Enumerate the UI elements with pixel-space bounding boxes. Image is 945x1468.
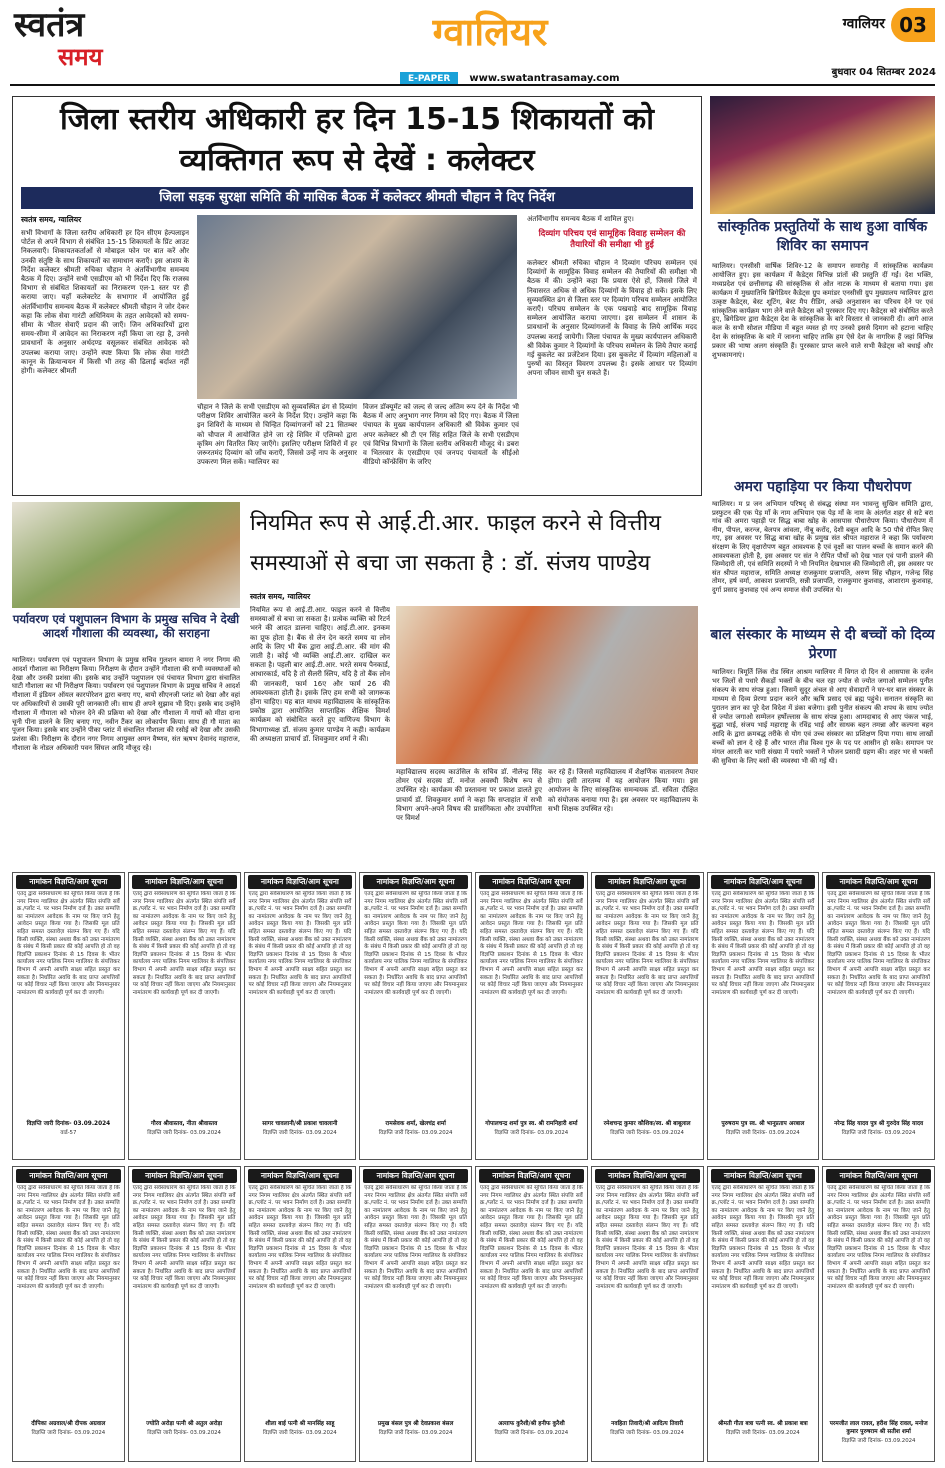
notice-body: एतद् द्वारा सर्वसाधारण को सूचित किया जाता है कि नगर निगम ग्वालियर क्षेत्र अंतर्गत स्थित संपत्ति सर्वे क्र./प्लॉट नं. पर भवन निर्माण दर्ज है। उक्त सम्पत्ति का नामांतरण आवेदक के नाम पर किए जाने हेतु आवेदन प्रस्तुत किया गया है। जिसकी मूल प्रति सहित समस्त दस्तावेज़ संलग्न किए गए हैं। यदि किसी व्यक्ति, संस्था अथवा बैंक को उक्त नामांतरण के संबंध में किसी प्रकार की कोई आपत्ति हो तो वह विज्ञप्ति प्रकाशन दिनांक से 15 दिवस के भीतर कार्यालय नगर पालिक निगम ग्वालियर के संपत्तिकर विभाग में अपनी आपत्ति साक्ष्य सहित प्रस्तुत कर सकता है। निर्धारित अवधि के बाद प्राप्त आपत्तियों पर कोई विचार नहीं किया जाएगा और नियमानुसार नामांतरण की कार्यवाही पूर्ण कर दी जाएगी। (132, 891, 236, 996)
notice-signatory: गोपालचन्द्र शर्मा पुत्र स्व. श्री रामनिहारी शर्मा (485, 1121, 578, 1127)
lead-story (12, 96, 702, 496)
notice-13 (475, 1166, 588, 1462)
date-line: बुधवार 04 सितम्बर 2024 (831, 67, 936, 78)
itr-headline: नियमित रूप से आई.टी.आर. फाइल करने से वित्तीय समस्याओं से बचा जा सकता है : डॉ. संजय पाण्डेय (250, 511, 661, 576)
logo-line1: स्वतंत्र (14, 5, 85, 45)
city-label: ग्वालियर (842, 16, 885, 32)
itr-story (246, 502, 702, 856)
notice-title: नामांकन विज्ञप्ति/आम सूचना (132, 1169, 237, 1183)
lead-byline: स्वतंत्र समय, ग्वालियर (21, 215, 82, 224)
itr-col3: कर रहे हैं। जिससे महाविद्यालय में शैक्षणिक वातावरण तैयार होगा। इसी तारतम्य में यह आयोजन किया गया। इस आयोजन के लिए सांस्कृतिक समन्वयक डॉ. सविता दीक्षित को संयोजक बनाया गया है। इस अवसर पर महाविद्यालय के सभी शिक्षक उपस्थित रहे। (548, 768, 698, 813)
cultural-photo (710, 96, 935, 214)
notice-2 (128, 872, 241, 1160)
notice-body: एतद् द्वारा सर्वसाधारण को सूचित किया जाता है कि नगर निगम ग्वालियर क्षेत्र अंतर्गत स्थित संपत्ति सर्वे क्र./प्लॉट नं. पर भवन निर्माण दर्ज है। उक्त सम्पत्ति का नामांतरण आवेदक के नाम पर किए जाने हेतु आवेदन प्रस्तुत किया गया है। जिसकी मूल प्रति सहित समस्त दस्तावेज़ संलग्न किए गए हैं। यदि किसी व्यक्ति, संस्था अथवा बैंक को उक्त नामांतरण के संबंध में किसी प्रकार की कोई आपत्ति हो तो वह विज्ञप्ति प्रकाशन दिनांक से 15 दिवस के भीतर कार्यालय नगर पालिक निगम ग्वालियर के संपत्तिकर विभाग में अपनी आपत्ति साक्ष्य सहित प्रस्तुत कर सकता है। निर्धारित अवधि के बाद प्राप्त आपत्तियों पर कोई विचार नहीं किया जाएगा और नियमानुसार नामांतरण की कार्यवाही पूर्ण कर दी जाएगी। (364, 891, 467, 996)
cultural-text: ग्वालियर। एनसीसी वार्षिक शिविर-12 के समापन समारोह में सांस्कृतिक कार्यक्रम आयोजित हुए। इस कार्यक्रम में कैडेट्स विभिन्न प्रांतों की प्रस्तुति दीं गईं। देश भक्ति, मध्यप्रदेश एवं छत्तीसगढ़ की सांस्कृतिक से ओत नाटक के माध्यम से बताया गया। इस कार्यक्रम में मुख्यातिथि ब्रिगेडियर कैडेट्स ग्रुप कमांडर एनसीसी ग्रुप मुख्यालय ग्वालियर द्वारा उत्कृष्ट कैडेट्स, बेस्ट शूटिंग, बेस्ट मैप रीडिंग, अच्छे अनुशासन का परिचय देने पर एवं सांस्कृतिक कार्यक्रम भाग लेने वाले कैडेट्स को पुरस्कार दिए गए। कैडेट्स को संबोधित करते हुए, ब्रिगेडियर द्वारा कैडेट्स देश के सांस्कृतिक के बारे विस्तार से जानकारी दी। आगे आज कल के सभी सोशल मीडिया में बहुत व्यस्त हो गए उनको इससे दिमाग को हटाना चाहिए देश के सांस्कृतिक के बारे में जानना चाहिए ताकि हम ऐसे देश के नागरिक हैं जहां विभिन्न प्रकार की भाषा अलग संस्कृति हैं। पुरस्कार प्राप्त करने वाले सभी कैडेट्स को बधाई और शुभकामनाएं। (712, 262, 933, 360)
notice-footer: विज्ञप्ति जारी दिनांक- 03.09.2024 (610, 1430, 684, 1436)
notice-footer: विज्ञप्ति जारी दिनांक- 03.09.2024 (147, 1130, 221, 1136)
notices-row-1 (12, 872, 935, 1158)
notice-body: एतद् द्वारा सर्वसाधारण को सूचित किया जाता है कि नगर निगम ग्वालियर क्षेत्र अंतर्गत स्थित संपत्ति सर्वे क्र./प्लॉट नं. पर भवन निर्माण दर्ज है। उक्त सम्पत्ति का नामांतरण आवेदक के नाम पर किए जाने हेतु आवेदन प्रस्तुत किया गया है। जिसकी मूल प्रति सहित समस्त दस्तावेज़ संलग्न किए गए हैं। यदि किसी व्यक्ति, संस्था अथवा बैंक को उक्त नामांतरण के संबंध में किसी प्रकार की कोई आपत्ति हो तो वह विज्ञप्ति प्रकाशन दिनांक से 15 दिवस के भीतर कार्यालय नगर पालिक निगम ग्वालियर के संपत्तिकर विभाग में अपनी आपत्ति साक्ष्य सहित प्रस्तुत कर सकता है। निर्धारित अवधि के बाद प्राप्त आपत्तियों पर कोई विचार नहीं किया जाएगा और नियमानुसार नामांतरण की कार्यवाही पूर्ण कर दी जाएगी। (595, 1185, 699, 1290)
notice-3 (244, 872, 357, 1160)
notice-signatory: परमजीत लाल रावल, हरीश सिंह रावल, मनोज कुमार पुरुषराम श्री सतीश शर्मा (829, 1421, 928, 1435)
notice-body: एतद् द्वारा सर्वसाधारण को सूचित किया जाता है कि नगर निगम ग्वालियर क्षेत्र अंतर्गत स्थित संपत्ति सर्वे क्र./प्लॉट नं. पर भवन निर्माण दर्ज है। उक्त सम्पत्ति का नामांतरण आवेदक के नाम पर किए जाने हेतु आवेदन प्रस्तुत किया गया है। जिसकी मूल प्रति सहित समस्त दस्तावेज़ संलग्न किए गए हैं। यदि किसी व्यक्ति, संस्था अथवा बैंक को उक्त नामांतरण के संबंध में किसी प्रकार की कोई आपत्ति हो तो वह विज्ञप्ति प्रकाशन दिनांक से 15 दिवस के भीतर कार्यालय नगर पालिक निगम ग्वालियर के संपत्तिकर विभाग में अपनी आपत्ति साक्ष्य सहित प्रस्तुत कर सकता है। निर्धारित अवधि के बाद प्राप्त आपत्तियों पर कोई विचार नहीं किया जाएगा और नियमानुसार नामांतरण की कार्यवाही पूर्ण कर दी जाएगी। (711, 1185, 815, 1290)
notice-signatory: दीपिका अग्रवाल/श्री दीपक अग्रवाल (31, 1421, 106, 1427)
gaushala-text: ग्वालियर। पर्यावरण एवं पशुपालन विभाग के प्रमुख सचिव गुलशन बामरा ने नगर निगम की आदर्श गौशाला का निरीक्षण किया। निरीक्षण के दौरान उन्होंने गौशाला की सभी व्यवस्थाओं को देखा और उनकी प्रशंसा की। इसके बाद उन्होंने पशुपालन एवं पंचायत विभाग द्वारा संचालित घाटी गौशाला का भी निरीक्षण किया। पर्यावरण एवं पशुपालन विभाग के प्रमुख सचिव ने आदर्श गौशाला में इंडियन ऑयल कारपोरेशन द्वारा बनाए गए, बायो सीएनजी प्लांट को देखा और वहां पर अधिकारियों से उसकी पूरी जानकारी ली। साथ ही अपने सुझाव भी दिए। इसके बाद उन्होंने गौशाला में गौमाता को भोजन देने की प्रक्रिया को देखा और गौशाला में गायों को मीठा दाना चूनी पीना डालने के लिए बनाए गए, नवीन टैंकर का लोकार्पण किया। साथ ही गौ माता का पूजन किया। इसके बाद उन्होंने पीका प्लांट में संचालित गौशाला की रसोई को देखा और उसकी प्रशंसा की। निरीक्षण के दौरान नगर निगम आयुक्त अमन वैष्णव, संत ऋषभ देवानंद महाराज, गौशाला के नोडल अधिकारी पवन सिंघल आदि मौजूद रहे। (12, 656, 240, 752)
notice-body: एतद् द्वारा सर्वसाधारण को सूचित किया जाता है कि नगर निगम ग्वालियर क्षेत्र अंतर्गत स्थित संपत्ति सर्वे क्र./प्लॉट नं. पर भवन निर्माण दर्ज है। उक्त सम्पत्ति का नामांतरण आवेदक के नाम पर किए जाने हेतु आवेदन प्रस्तुत किया गया है। जिसकी मूल प्रति सहित समस्त दस्तावेज़ संलग्न किए गए हैं। यदि किसी व्यक्ति, संस्था अथवा बैंक को उक्त नामांतरण के संबंध में किसी प्रकार की कोई आपत्ति हो तो वह विज्ञप्ति प्रकाशन दिनांक से 15 दिवस के भीतर कार्यालय नगर पालिक निगम ग्वालियर के संपत्तिकर विभाग में अपनी आपत्ति साक्ष्य सहित प्रस्तुत कर सकता है। निर्धारित अवधि के बाद प्राप्त आपत्तियों पर कोई विचार नहीं किया जाएगा और नियमानुसार नामांतरण की कार्यवाही पूर्ण कर दी जाएगी। (132, 1185, 236, 1290)
masthead-rule (10, 84, 935, 86)
notice-body: एतद् द्वारा सर्वसाधारण को सूचित किया जाता है कि नगर निगम ग्वालियर क्षेत्र अंतर्गत स्थित संपत्ति सर्वे क्र./प्लॉट नं. पर भवन निर्माण दर्ज है। उक्त सम्पत्ति का नामांतरण आवेदक के नाम पर किए जाने हेतु आवेदन प्रस्तुत किया गया है। जिसकी मूल प्रति सहित समस्त दस्तावेज़ संलग्न किए गए हैं। यदि किसी व्यक्ति, संस्था अथवा बैंक को उक्त नामांतरण के संबंध में किसी प्रकार की कोई आपत्ति हो तो वह विज्ञप्ति प्रकाशन दिनांक से 15 दिवस के भीतर कार्यालय नगर पालिक निगम ग्वालियर के संपत्तिकर विभाग में अपनी आपत्ति साक्ष्य सहित प्रस्तुत कर सकता है। निर्धारित अवधि के बाद प्राप्त आपत्तियों पर कोई विचार नहीं किया जाएगा और नियमानुसार नामांतरण की कार्यवाही पूर्ण कर दी जाएगी। (17, 891, 120, 996)
notice-footer: विज्ञप्ति जारी दिनांक- 03.09.2024 (610, 1130, 684, 1136)
itr-col1: नियमित रूप से आई.टी.आर. फाइल करने से वित्तीय समस्याओं से बचा जा सकता है। प्रत्येक व्यक्ति को रिटर्न भरने की आदत डालना चाहिए। आई.टी.आर. इनकम का प्रूफ होता है। बैंक से लेन देन करते समय या लोन आदि के लिए भी बैंक द्वारा आई.टी.आर. की मांग की जाती है। कोई भी व्यक्ति आई.टी.आर. दाखिल कर सकता है। पहली बार आई.टी.आर. भरते समय पैनकार्ड, आधारकार्ड, यदि है तो सैलरी स्लिप, यदि है तो बैंक लोन की जानकारी, फार्म 16ए और फार्म 26 की आवश्यकता होती है। इसके लिए हम सभी को जागरूक होना चाहिए। यह बात माधव महाविद्यालय के सांस्कृतिक प्रकोष्ठ द्वारा आयोजित साप्ताहिक शैक्षिक विमर्श कार्यक्रम को संबोधित करते हुए वाणिज्य विभाग के विभागाध्यक्ष डॉ. संजय कुमार पाण्डेय ने कही। कार्यक्रम की अध्यक्षता प्राचार्य डॉ. शिवकुमार शर्मा ने की। (250, 606, 390, 743)
notice-signatory: रामसेवक शर्मा, खेलचंद्र शर्मा (385, 1121, 446, 1127)
notice-signatory: पुरुषराम पुत्र स्व. श्री भानूप्रताप अरबाल (721, 1121, 805, 1127)
edition-title: ग्वालियर (432, 10, 548, 54)
logo (14, 6, 184, 76)
notice-footer: विज्ञप्ति जारी दिनांक- 03.09.2024 (726, 1430, 800, 1436)
notice-footer: विज्ञप्ति जारी दिनांक- 03.09.2024 (378, 1130, 453, 1136)
notice-title: नामांकन विज्ञप्ति/आम सूचना (132, 875, 237, 889)
notice-6 (591, 872, 704, 1160)
notice-body: एतद् द्वारा सर्वसाधारण को सूचित किया जाता है कि नगर निगम ग्वालियर क्षेत्र अंतर्गत स्थित संपत्ति सर्वे क्र./प्लॉट नं. पर भवन निर्माण दर्ज है। उक्त सम्पत्ति का नामांतरण आवेदक के नाम पर किए जाने हेतु आवेदन प्रस्तुत किया गया है। जिसकी मूल प्रति सहित समस्त दस्तावेज़ संलग्न किए गए हैं। यदि किसी व्यक्ति, संस्था अथवा बैंक को उक्त नामांतरण के संबंध में किसी प्रकार की कोई आपत्ति हो तो वह विज्ञप्ति प्रकाशन दिनांक से 15 दिवस के भीतर कार्यालय नगर पालिक निगम ग्वालियर के संपत्तिकर विभाग में अपनी आपत्ति साक्ष्य सहित प्रस्तुत कर सकता है। निर्धारित अवधि के बाद प्राप्त आपत्तियों पर कोई विचार नहीं किया जाएगा और नियमानुसार नामांतरण की कार्यवाही पूर्ण कर दी जाएगी। (480, 891, 583, 996)
notice-footer: विज्ञप्ति जारी दिनांक- 03.09.2024 (494, 1430, 569, 1436)
notice-body: एतद् द्वारा सर्वसाधारण को सूचित किया जाता है कि नगर निगम ग्वालियर क्षेत्र अंतर्गत स्थित संपत्ति सर्वे क्र./प्लॉट नं. पर भवन निर्माण दर्ज है। उक्त सम्पत्ति का नामांतरण आवेदक के नाम पर किए जाने हेतु आवेदन प्रस्तुत किया गया है। जिसकी मूल प्रति सहित समस्त दस्तावेज़ संलग्न किए गए हैं। यदि किसी व्यक्ति, संस्था अथवा बैंक को उक्त नामांतरण के संबंध में किसी प्रकार की कोई आपत्ति हो तो वह विज्ञप्ति प्रकाशन दिनांक से 15 दिवस के भीतर कार्यालय नगर पालिक निगम ग्वालियर के संपत्तिकर विभाग में अपनी आपत्ति साक्ष्य सहित प्रस्तुत कर सकता है। निर्धारित अवधि के बाद प्राप्त आपत्तियों पर कोई विचार नहीं किया जाएगा और नियमानुसार नामांतरण की कार्यवाही पूर्ण कर दी जाएगी। (248, 1185, 352, 1290)
notice-footer: वार्ड-57 (60, 1130, 77, 1136)
notice-body: एतद् द्वारा सर्वसाधारण को सूचित किया जाता है कि नगर निगम ग्वालियर क्षेत्र अंतर्गत स्थित संपत्ति सर्वे क्र./प्लॉट नं. पर भवन निर्माण दर्ज है। उक्त सम्पत्ति का नामांतरण आवेदक के नाम पर किए जाने हेतु आवेदन प्रस्तुत किया गया है। जिसकी मूल प्रति सहित समस्त दस्तावेज़ संलग्न किए गए हैं। यदि किसी व्यक्ति, संस्था अथवा बैंक को उक्त नामांतरण के संबंध में किसी प्रकार की कोई आपत्ति हो तो वह विज्ञप्ति प्रकाशन दिनांक से 15 दिवस के भीतर कार्यालय नगर पालिक निगम ग्वालियर के संपत्तिकर विभाग में अपनी आपत्ति साक्ष्य सहित प्रस्तुत कर सकता है। निर्धारित अवधि के बाद प्राप्त आपत्तियों पर कोई विचार नहीं किया जाएगा और नियमानुसार नामांतरण की कार्यवाही पूर्ण कर दी जाएगी। (827, 1185, 930, 1290)
notice-footer: विज्ञप्ति जारी दिनांक- 03.09.2024 (841, 1438, 916, 1444)
notice-footer: विज्ञप्ति जारी दिनांक- 03.09.2024 (263, 1130, 337, 1136)
cultural-headline: सांस्कृतिक प्रस्तुतियों के साथ हुआ वार्षिक शिविर का समापन (717, 219, 928, 254)
right-column (710, 96, 935, 856)
lead-col3: विजन डॉक्यूमेंट को जल्द से जल्द अंतिम रूप देने के निर्देश भी बैठक में आए अनुभाग नगर निगम को दिए गए। बैठक में जिला पंचायत के मुख्य कार्यपालन अधिकारी श्री विवेक कुमार एवं अपर कलेक्टर श्री टी एन सिंह सहित जिले के सभी एसडीएम एवं विभिन्न विभागों के जिला स्तरीय अधिकारी मौजूद थे। डबरा व भितरवार के एसडीएम एवं जनपद पंचायतों के सीईओ वीडियो कॉन्फ्रेंसिंग के जरिए (363, 403, 519, 467)
notice-footer: विज्ञप्ति जारी दिनांक- 03.09.2024 (378, 1430, 453, 1436)
notice-body: एतद् द्वारा सर्वसाधारण को सूचित किया जाता है कि नगर निगम ग्वालियर क्षेत्र अंतर्गत स्थित संपत्ति सर्वे क्र./प्लॉट नं. पर भवन निर्माण दर्ज है। उक्त सम्पत्ति का नामांतरण आवेदक के नाम पर किए जाने हेतु आवेदन प्रस्तुत किया गया है। जिसकी मूल प्रति सहित समस्त दस्तावेज़ संलग्न किए गए हैं। यदि किसी व्यक्ति, संस्था अथवा बैंक को उक्त नामांतरण के संबंध में किसी प्रकार की कोई आपत्ति हो तो वह विज्ञप्ति प्रकाशन दिनांक से 15 दिवस के भीतर कार्यालय नगर पालिक निगम ग्वालियर के संपत्तिकर विभाग में अपनी आपत्ति साक्ष्य सहित प्रस्तुत कर सकता है। निर्धारित अवधि के बाद प्राप्त आपत्तियों पर कोई विचार नहीं किया जाएगा और नियमानुसार नामांतरण की कार्यवाही पूर्ण कर दी जाएगी। (364, 1185, 467, 1290)
notice-8 (822, 872, 935, 1160)
notice-16 (822, 1166, 935, 1462)
notice-title: नामांकन विज्ञप्ति/आम सूचना (711, 1169, 816, 1183)
lead-box-title: दिव्यांग परिचय एवं सामूहिक विवाह सम्मेलन की तैयारियों की समीक्षा भी हुई (538, 229, 686, 250)
notice-signatory: शीला बाई पत्नी श्री मानसिंह साहू (265, 1421, 335, 1427)
page-number-block (770, 8, 935, 48)
gaushala-story (12, 502, 240, 856)
notice-signatory: प्रमुख बंसल पुत्र श्री देवप्रकाश बंसल (377, 1421, 454, 1427)
sanskar-text: ग्वालियर। त्रिमूर्ति लिंक रोड स्थित आश्रम ग्वालियर में विगत दो दिन से आसपास के दर्जन भर जिलों से पधारे सैकड़ों भक्तों के बीच चल रहा ज्योत से ज्योत जगाओ सम्मेलन पुनीत संकल्प के साथ संपन्न हुआ। जिसमें सुदूर अंचल से आए सेवादारों ने घर-घर बाल संस्कार के माध्यम से दिव्य प्रेरणा प्रदान करने और ऋषि प्रसाद एवं ब्रह्म पहुंचे। सनातन संस्कृति का पुरातन ज्ञान का पूरे देश विदेश में डंका बजेगा। इसी पुनीत संकल्प की शपथ के साथ ज्योत से ज्योत जगाओ सम्मेलन हर्षोल्लास के साथ संपन्न हुआ। आमदाबाद से आए पंकज भाई, बुद्धा भाई, संजय भाई महाराष्ट्र के रविंद्र भाई और साधक बहन तमन्ना और कल्पना बहन आदि के द्वारा क्रमबद्ध तरीके से योग एवं उच्च संस्कार का प्रशिक्षण दिया गया। साथ लाखों बच्चों को ज्ञान दे रहे हैं और भारत तीव्र विश्व गुरु के पद पर आसीन हो सके। समापन पर मंगल आरती कर भारी संख्या में पधारे भक्तों ने भोजन प्रसादी ग्रहण की। शहर भर से भक्तों की सुविधा के लिए बसों की व्यवस्था भी की गई थी। (712, 668, 933, 766)
lead-headline: जिला स्तरीय अधिकारी हर दिन 15-15 शिकायतों को व्यक्तिगत रूप से देखें : कलेक्टर (59, 102, 654, 178)
notice-11 (244, 1166, 357, 1462)
lead-subheadline: जिला सड़क सुरक्षा समिति की मासिक बैठक में कलेक्टर श्रीमती चौहान ने दिए निर्देश (21, 187, 693, 209)
notice-1 (12, 872, 125, 1160)
notice-4 (359, 872, 472, 1160)
notice-signatory: नवहिता तिवारी/श्री आदित्य तिवारी (611, 1421, 684, 1427)
notice-5 (475, 872, 588, 1160)
notice-title: नामांकन विज्ञप्ति/आम सूचना (16, 875, 121, 889)
notice-title: नामांकन विज्ञप्ति/आम सूचना (363, 875, 468, 889)
plantation-text: ग्वालियर। म प्र जन अभियान परिषद् से संबद्ध संस्था मन भावन्तु सुखिन समिति द्वारा, प्रस्फुटन की एक पेड़ माँ के नाम अभियान एक पेड़ माँ के नाम के अंतर्गत शहर से सटे बरा गांव की अमरा पहाड़ी पर सिद्ध बाबा खोह के आसपास पौधारोपण किया। पौधारोपण में नीम, पीपल, करन्ज, बेलपत्र आंवला, नीबू करोंद, देशी बबूल आदि के 50 पौधे रोपित किए गए, इस अवसर पर सिद्ध बाबा खोह के प्रमुख संत श्रीपत महाराज ने कहा कि पर्यावरण संरक्षण के लिए वृक्षारोपण बहुत आवश्यक है एवं वृक्षों का पालन बच्चों के समान करने की आवश्यकता होती है, इस अवसर पर संत ने रोपित पौधों को देख भाल एवं पानी डालने की जिम्मेदारी ली, एवं समिति सदस्यों ने भी नियमित देखभाल की जिम्मेदारी ली, इस अवसर पर संत श्रीपत महाराज, समिति अध्यक्ष राजकुमार प्रजापति, अरुण सिंह चौहान, गजेन्द्र सिंह तोमर, हर्ष वर्मा, आकाश प्रजापति, सन्नी प्रजापति, राजकुमार कुशवाह, आशाराम कुशवाह, दुर्गा प्रसाद कुशवाह एवं अन्य समाज सेवी उपस्थित थे। (712, 500, 933, 594)
notice-footer: विज्ञप्ति जारी दिनांक- 03.09.2024 (841, 1130, 916, 1136)
lead-col2: चौहान ने जिले के सभी एसडीएम को सुव्यवस्थित ढंग से दिव्यांग परीक्षण शिविर आयोजित करने के निर्देश दिए। उन्होंने कहा कि इन शिविरों के माध्यम से चिन्हित दिव्यांगजनों को 21 सितम्बर को चौपाल में आयोजित होने जा रहे शिविर में एलिम्को द्वारा कृत्रिम अंग वितरित किए जाएँगे। इसलिए परीक्षण शिविरों में हर जरूरतमंद दिव्यांग को जाँच कराएँ, जिससे उन्हें नाप के अनुसार उपकरण मिल सकें। ग्वालियर का (197, 403, 357, 467)
notice-body: एतद् द्वारा सर्वसाधारण को सूचित किया जाता है कि नगर निगम ग्वालियर क्षेत्र अंतर्गत स्थित संपत्ति सर्वे क्र./प्लॉट नं. पर भवन निर्माण दर्ज है। उक्त सम्पत्ति का नामांतरण आवेदक के नाम पर किए जाने हेतु आवेदन प्रस्तुत किया गया है। जिसकी मूल प्रति सहित समस्त दस्तावेज़ संलग्न किए गए हैं। यदि किसी व्यक्ति, संस्था अथवा बैंक को उक्त नामांतरण के संबंध में किसी प्रकार की कोई आपत्ति हो तो वह विज्ञप्ति प्रकाशन दिनांक से 15 दिवस के भीतर कार्यालय नगर पालिक निगम ग्वालियर के संपत्तिकर विभाग में अपनी आपत्ति साक्ष्य सहित प्रस्तुत कर सकता है। निर्धारित अवधि के बाद प्राप्त आपत्तियों पर कोई विचार नहीं किया जाएगा और नियमानुसार नामांतरण की कार्यवाही पूर्ण कर दी जाएगी। (827, 891, 930, 996)
notices-row-2 (12, 1166, 935, 1460)
notice-title: नामांकन विज्ञप्ति/आम सूचना (248, 1169, 353, 1183)
notice-footer: विज्ञप्ति जारी दिनांक- 03.09.2024 (31, 1430, 106, 1436)
notice-title: नामांकन विज्ञप्ति/आम सूचना (595, 1169, 700, 1183)
itr-photo (396, 606, 698, 764)
notice-signatory: श्रीमती गीता बत्रा पत्नी स्व. श्री प्रकाश बत्रा (717, 1421, 808, 1427)
lead-col4: कलेक्टर श्रीमती रुचिका चौहान ने दिव्यांग परिचय सम्मेलन एवं दिव्यांगों के सामूहिक विवाह सम्मेलन की तैयारियों की समीक्षा भी बैठक में की। उन्होंने कहा कि प्रयास ऐसे हों, जिससे जिले में निवासरत अधिक से अधिक दिव्यांगों के विवाह हो सकें। इसके लिए सुव्यवस्थित ढंग से जिला स्तर पर दिव्यांग परिचय सम्मेलन आयोजित कराएँ। परिचय सम्मेलन के एक पखवाड़े बाद सामूहिक विवाह सम्मेलन आयोजित कराया जाएगा। इस सम्मेलन में शासन के प्रावधानों के अनुसार दिव्यांगजनों के विवाह के लिये आर्थिक मदद उपलब्ध कराई जायेगी। जिला पंचायत के मुख्य कार्यपालन अधिकारी श्री विवेक कुमार ने दिव्यांगों के परिचय सम्मेलन के लिये तैयार कराई गई बुकलेट का प्रजेंटेशन दिया। इस बुकलेट में दिव्यांग महिलाओं व पुरुषों का विस्तृत विवरण उपलब्ध है। इसके आधार पर दिव्यांग अपना जीवन साथी चुन सकते हैं। (527, 259, 697, 378)
notice-footer: विज्ञप्ति जारी दिनांक- 03.09.2024 (263, 1430, 337, 1436)
website-link[interactable]: www.swatantrasamay.com (469, 73, 620, 84)
notice-12 (359, 1166, 472, 1462)
notice-footer: विज्ञप्ति जारी दिनांक- 03.09.2024 (147, 1430, 221, 1436)
notice-signatory: रमेशचन्द्र कुमार कौशिक/स्व. श्री बाबूलाल (603, 1121, 691, 1127)
notice-title: नामांकन विज्ञप्ति/आम सूचना (826, 875, 931, 889)
notice-signatory: सागर चावलानी/श्री प्रकाश चावलानी (262, 1121, 338, 1127)
notice-body: एतद् द्वारा सर्वसाधारण को सूचित किया जाता है कि नगर निगम ग्वालियर क्षेत्र अंतर्गत स्थित संपत्ति सर्वे क्र./प्लॉट नं. पर भवन निर्माण दर्ज है। उक्त सम्पत्ति का नामांतरण आवेदक के नाम पर किए जाने हेतु आवेदन प्रस्तुत किया गया है। जिसकी मूल प्रति सहित समस्त दस्तावेज़ संलग्न किए गए हैं। यदि किसी व्यक्ति, संस्था अथवा बैंक को उक्त नामांतरण के संबंध में किसी प्रकार की कोई आपत्ति हो तो वह विज्ञप्ति प्रकाशन दिनांक से 15 दिवस के भीतर कार्यालय नगर पालिक निगम ग्वालियर के संपत्तिकर विभाग में अपनी आपत्ति साक्ष्य सहित प्रस्तुत कर सकता है। निर्धारित अवधि के बाद प्राप्त आपत्तियों पर कोई विचार नहीं किया जाएगा और नियमानुसार नामांतरण की कार्यवाही पूर्ण कर दी जाएगी। (711, 891, 815, 996)
notice-body: एतद् द्वारा सर्वसाधारण को सूचित किया जाता है कि नगर निगम ग्वालियर क्षेत्र अंतर्गत स्थित संपत्ति सर्वे क्र./प्लॉट नं. पर भवन निर्माण दर्ज है। उक्त सम्पत्ति का नामांतरण आवेदक के नाम पर किए जाने हेतु आवेदन प्रस्तुत किया गया है। जिसकी मूल प्रति सहित समस्त दस्तावेज़ संलग्न किए गए हैं। यदि किसी व्यक्ति, संस्था अथवा बैंक को उक्त नामांतरण के संबंध में किसी प्रकार की कोई आपत्ति हो तो वह विज्ञप्ति प्रकाशन दिनांक से 15 दिवस के भीतर कार्यालय नगर पालिक निगम ग्वालियर के संपत्तिकर विभाग में अपनी आपत्ति साक्ष्य सहित प्रस्तुत कर सकता है। निर्धारित अवधि के बाद प्राप्त आपत्तियों पर कोई विचार नहीं किया जाएगा और नियमानुसार नामांतरण की कार्यवाही पूर्ण कर दी जाएगी। (248, 891, 352, 996)
lead-col4-top: अंतर्विभागीय समन्वय बैठक में शामिल हुए। (527, 215, 634, 223)
notice-title: नामांकन विज्ञप्ति/आम सूचना (16, 1169, 121, 1183)
epaper-bar (400, 66, 660, 84)
plantation-headline: अमरा पहाड़िया पर किया पौधरोपण (733, 479, 912, 495)
masthead (0, 0, 945, 86)
notice-title: नामांकन विज्ञप्ति/आम सूचना (826, 1169, 931, 1183)
notice-15 (707, 1166, 820, 1462)
itr-col2: महाविद्यालय सदस्य काउंसिल के सचिव डॉ. नीलेन्द्र सिंह तोमर एवं सदस्य डॉ. मनोज अवस्थी विशेष रूप से उपस्थित रहे। कार्यक्रम की प्रस्तावना पर प्रकाश डालते हुए प्राचार्य डॉ. शिवकुमार शर्मा ने कहा कि सप्ताहांत में सभी विभाग अपने-अपने विषय की प्रासंगिकता और उपयोगिता पर विमर्श (396, 768, 542, 823)
notice-body: एतद् द्वारा सर्वसाधारण को सूचित किया जाता है कि नगर निगम ग्वालियर क्षेत्र अंतर्गत स्थित संपत्ति सर्वे क्र./प्लॉट नं. पर भवन निर्माण दर्ज है। उक्त सम्पत्ति का नामांतरण आवेदक के नाम पर किए जाने हेतु आवेदन प्रस्तुत किया गया है। जिसकी मूल प्रति सहित समस्त दस्तावेज़ संलग्न किए गए हैं। यदि किसी व्यक्ति, संस्था अथवा बैंक को उक्त नामांतरण के संबंध में किसी प्रकार की कोई आपत्ति हो तो वह विज्ञप्ति प्रकाशन दिनांक से 15 दिवस के भीतर कार्यालय नगर पालिक निगम ग्वालियर के संपत्तिकर विभाग में अपनी आपत्ति साक्ष्य सहित प्रस्तुत कर सकता है। निर्धारित अवधि के बाद प्राप्त आपत्तियों पर कोई विचार नहीं किया जाएगा और नियमानुसार नामांतरण की कार्यवाही पूर्ण कर दी जाएगी। (595, 891, 699, 996)
notice-footer: विज्ञप्ति जारी दिनांक- 03.09.2024 (494, 1130, 569, 1136)
notice-signatory: विज्ञप्ति जारी दिनांक- 03.09.2024 (26, 1121, 111, 1127)
gaushala-headline: पर्यावरण एवं पशुपालन विभाग के प्रमुख सचिव ने देखी आदर्श गौशाला की व्यवस्था, की सराहना (12, 612, 240, 640)
notice-14 (591, 1166, 704, 1462)
lead-photo-meeting (197, 215, 517, 399)
notice-title: नामांकन विज्ञप्ति/आम सूचना (595, 875, 700, 889)
page-number: 03 (891, 8, 935, 42)
notice-title: नामांकन विज्ञप्ति/आम सूचना (711, 875, 816, 889)
notice-title: नामांकन विज्ञप्ति/आम सूचना (248, 875, 353, 889)
notice-signatory: ज्योति अरोड़ा पत्नी श्री अतुल अरोड़ा (146, 1421, 223, 1427)
notice-title: नामांकन विज्ञप्ति/आम सूचना (479, 1169, 584, 1183)
notice-title: नामांकन विज्ञप्ति/आम सूचना (363, 1169, 468, 1183)
gaushala-photo (12, 502, 240, 608)
epaper-label: E-PAPER (400, 72, 458, 86)
notice-9 (12, 1166, 125, 1462)
notice-title: नामांकन विज्ञप्ति/आम सूचना (479, 875, 584, 889)
lead-col1: सभी विभागों के जिला स्तरीय अधिकारी हर दिन सीएम हेल्पलाइन पोर्टल से अपने विभाग से संबंधित 15-15 शिकायतों के प्रिंट आउट निकलवाएँ। शिकायतकर्ताओं से मोबाइल फोन पर बात करें और उनकी संतुष्टि के साथ शिकायतों का समाधान कराएँ। इस आशय के निर्देश कलेक्टर श्रीमती रुचिका चौहान ने अंतर्विभागीय समन्वय बैठक में दिए। उन्होंने सभी एसडीएम को भी निर्देश दिए कि राजस्व विभाग से संबंधित शिकायतों का निराकरण एल-1 स्तर पर ही कराया जाए। यहाँ कलेक्टरेट के सभागार में आयोजित हुई अंतर्विभागीय समन्वय बैठक में कलेक्टर श्रीमती चौहान ने जोर देकर कहा कि लोक सेवा गारंटी अधिनियम के तहत आवेदकों को समय-सीमा के भीतर सेवाएँ प्रदान की जाएँ। जिन अधिकारियों द्वारा समय-सीमा में आवेदन का निराकरण नहीं किया जा रहा है, उनसे प्रावधानों के अनुसार अर्थदण्ड वसूलकर संबंधित आवेदक को उपलब्ध कराया जाए। उन्होंने स्पष्ट किया कि लोक सेवा गारंटी कानून के क्रियान्वयन में किसी भी तरह की ढिलाई बर्दाश्त नहीं होगी। कलेक्टर श्रीमती (21, 229, 189, 376)
notice-signatory: गौरव श्रीवास्तव, नीता श्रीवास्तव (150, 1121, 218, 1127)
logo-line2: समय (58, 43, 103, 71)
notice-body: एतद् द्वारा सर्वसाधारण को सूचित किया जाता है कि नगर निगम ग्वालियर क्षेत्र अंतर्गत स्थित संपत्ति सर्वे क्र./प्लॉट नं. पर भवन निर्माण दर्ज है। उक्त सम्पत्ति का नामांतरण आवेदक के नाम पर किए जाने हेतु आवेदन प्रस्तुत किया गया है। जिसकी मूल प्रति सहित समस्त दस्तावेज़ संलग्न किए गए हैं। यदि किसी व्यक्ति, संस्था अथवा बैंक को उक्त नामांतरण के संबंध में किसी प्रकार की कोई आपत्ति हो तो वह विज्ञप्ति प्रकाशन दिनांक से 15 दिवस के भीतर कार्यालय नगर पालिक निगम ग्वालियर के संपत्तिकर विभाग में अपनी आपत्ति साक्ष्य सहित प्रस्तुत कर सकता है। निर्धारित अवधि के बाद प्राप्त आपत्तियों पर कोई विचार नहीं किया जाएगा और नियमानुसार नामांतरण की कार्यवाही पूर्ण कर दी जाएगी। (480, 1185, 583, 1290)
notice-signatory: अल्ताफ कुरैशी/श्री हनीफ कुरैशी (497, 1421, 565, 1427)
notice-signatory: नरेन्द्र सिंह यादव पुत्र श्री गुरुदेव सिंह यादव (834, 1121, 924, 1127)
notice-10 (128, 1166, 241, 1462)
itr-byline: स्वतंत्र समय, ग्वालियर (250, 592, 311, 601)
notice-footer: विज्ञप्ति जारी दिनांक- 03.09.2024 (726, 1130, 800, 1136)
sanskar-headline: बाल संस्कार के माध्यम से दी बच्चों को दिव्य प्रेरणा (710, 627, 935, 662)
notice-body: एतद् द्वारा सर्वसाधारण को सूचित किया जाता है कि नगर निगम ग्वालियर क्षेत्र अंतर्गत स्थित संपत्ति सर्वे क्र./प्लॉट नं. पर भवन निर्माण दर्ज है। उक्त सम्पत्ति का नामांतरण आवेदक के नाम पर किए जाने हेतु आवेदन प्रस्तुत किया गया है। जिसकी मूल प्रति सहित समस्त दस्तावेज़ संलग्न किए गए हैं। यदि किसी व्यक्ति, संस्था अथवा बैंक को उक्त नामांतरण के संबंध में किसी प्रकार की कोई आपत्ति हो तो वह विज्ञप्ति प्रकाशन दिनांक से 15 दिवस के भीतर कार्यालय नगर पालिक निगम ग्वालियर के संपत्तिकर विभाग में अपनी आपत्ति साक्ष्य सहित प्रस्तुत कर सकता है। निर्धारित अवधि के बाद प्राप्त आपत्तियों पर कोई विचार नहीं किया जाएगा और नियमानुसार नामांतरण की कार्यवाही पूर्ण कर दी जाएगी। (17, 1185, 120, 1290)
notice-7 (707, 872, 820, 1160)
